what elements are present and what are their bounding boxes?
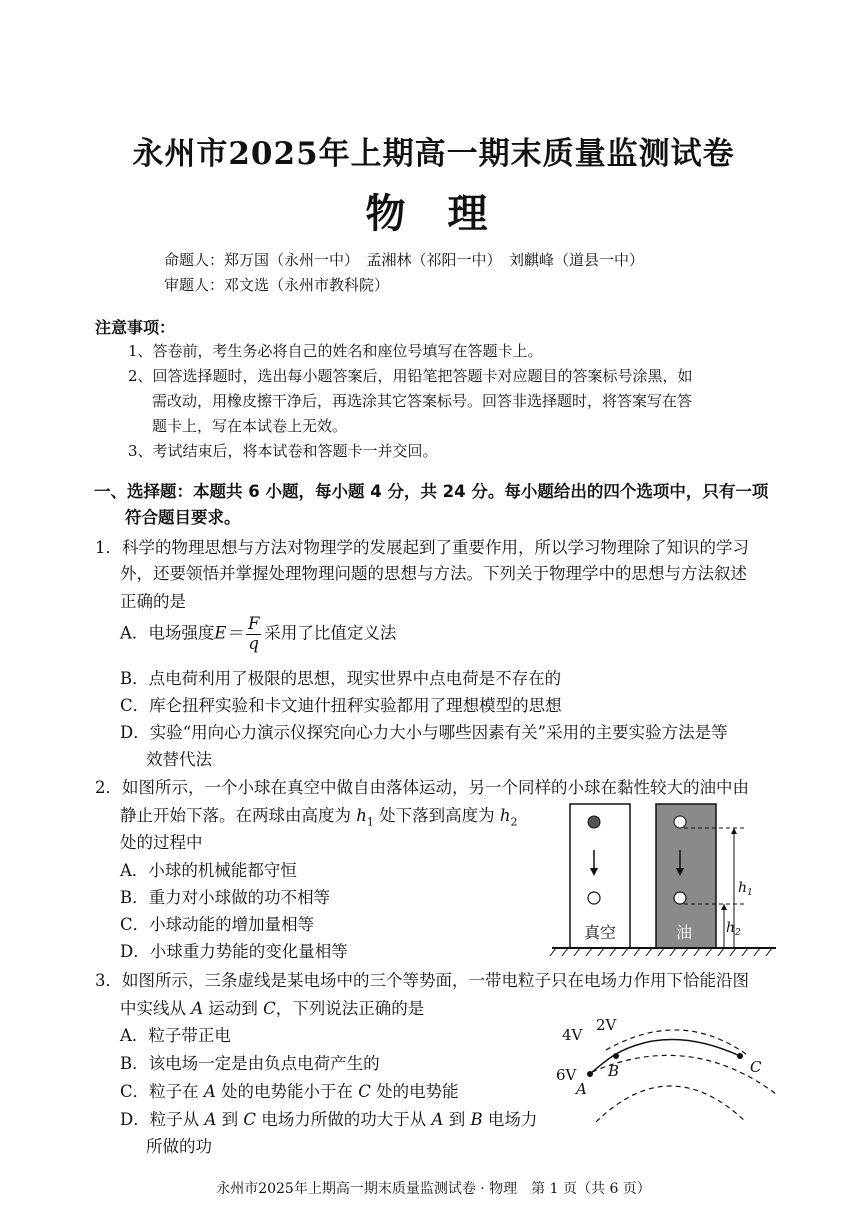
ground-hatching: [550, 948, 772, 956]
h2-label: [726, 920, 741, 938]
q1-stem-line2: 外，还要领悟并掌握处理物理问题的思想与方法。下列关于物理学中的思想与方法叙述: [120, 564, 747, 583]
q2-stem-line3: 处的过程中: [120, 833, 203, 852]
q3-option-c-a: A: [203, 1082, 216, 1101]
h1-label-letter: h: [738, 880, 748, 896]
q3-option-d: [120, 1106, 537, 1130]
q3-figure: [550, 1010, 782, 1130]
subject-title: 物 理: [365, 190, 502, 237]
oil-ball-top-icon: [674, 816, 686, 828]
q3-option-d-a: A: [204, 1110, 217, 1129]
q1-option-a: [120, 616, 396, 652]
equipotential-4v: [592, 1055, 776, 1094]
q3-option-d-m2: 电场力所做的功大于从: [256, 1110, 432, 1129]
q2-option-a: A．小球的机械能都守恒: [120, 861, 297, 880]
q3-stem-text: 中实线从: [120, 999, 192, 1018]
q1-option-d-cont: 效替代法: [146, 750, 212, 769]
label-c: C: [750, 1058, 762, 1076]
label-2v: 2V: [596, 1016, 617, 1034]
reviewer-line: 审题人：邓文选（永州市教科院）: [164, 276, 390, 294]
vacuum-ball-bottom-icon: [588, 892, 600, 904]
label-b: B: [608, 1062, 620, 1080]
vacuum-label: 真空: [584, 923, 617, 942]
q1-formula-fraction: [246, 616, 261, 652]
q2-stem-text-mid: 处下落到高度为: [373, 806, 500, 825]
q2-stem-line1: 2．如图所示，一个小球在真空中做自由落体运动，另一个同样的小球在黏性较大的油中由: [95, 778, 749, 797]
point-b-marker: [613, 1053, 619, 1059]
q3-option-a: A．粒子带正电: [120, 1026, 231, 1045]
oil-label: 油: [676, 923, 693, 942]
h1-label-sub: 1: [747, 888, 753, 898]
q2-figure: [548, 798, 780, 958]
q2-option-b: B．重力对小球做的功不相等: [120, 888, 331, 907]
q3-option-d-post: 电场力: [482, 1110, 538, 1129]
q3-option-b: B．该电场一定是由负点电荷产生的: [120, 1054, 380, 1073]
q1-formula-denominator: q: [248, 633, 259, 653]
q3-point-c: C: [263, 999, 276, 1018]
oil-ball-bottom-icon: [674, 892, 686, 904]
q1-formula-numerator: F: [247, 614, 260, 633]
q1-option-d: D．实验“用向心力演示仪探究向心力大小与哪些因素有关”采用的主要实验方法是等: [120, 723, 728, 742]
q1-option-b: B．点电荷利用了极限的思想，现实世界中点电荷是不存在的: [120, 669, 562, 688]
q3-stem-line2: [120, 995, 424, 1019]
q3-point-a: A: [191, 999, 204, 1018]
q2-option-c: C．小球动能的增加量相等: [120, 915, 315, 934]
h2-arrow-up-icon: [721, 904, 727, 910]
h2-label-sub: 2: [735, 928, 741, 938]
q2-h1-sub: 1: [366, 815, 374, 829]
q2-h1-symbol: h: [356, 806, 367, 825]
q1-option-c: C．库仑扭秤实验和卡文迪什扭秤实验都用了理想模型的思想: [120, 696, 562, 715]
q3-option-d-m1: 到: [216, 1110, 244, 1129]
q3-option-d-m3: 到: [443, 1110, 471, 1129]
point-c-marker: [737, 1053, 743, 1059]
q3-option-d-b: B: [470, 1110, 483, 1129]
authors-line: 命题人：郑万国（永州一中） 孟湘林（祁阳一中） 刘麒峰（道县一中）: [164, 251, 645, 269]
q2-option-d: D．小球重力势能的变化量相等: [120, 942, 348, 961]
h1-arrow-up-icon: [731, 828, 737, 834]
q3-option-d-pre: D．粒子从: [120, 1110, 205, 1129]
h2-label-letter: h: [726, 920, 736, 936]
q3-option-d-c: C: [243, 1110, 257, 1129]
q3-option-c-c: C: [358, 1082, 371, 1101]
vacuum-ball-top-icon: [588, 816, 600, 828]
q3-stem-text-post: ，下列说法正确的是: [275, 999, 425, 1018]
notice-item-3: 3、考试结束后，将本试卷和答题卡一并交回。: [128, 442, 438, 460]
notice-item-1: 1、答卷前，考生务必将自己的姓名和座位号填写在答题卡上。: [128, 342, 543, 360]
q1-stem-line1: 1．科学的物理思想与方法对物理学的发展起到了重要作用，所以学习物理除了知识的学习: [95, 538, 749, 557]
q1-option-a-prefix: A．电场强度: [120, 623, 215, 643]
q2-stem-line2: [120, 802, 518, 828]
q3-option-c-pre: C．粒子在: [120, 1082, 204, 1101]
label-a: A: [576, 1080, 587, 1098]
label-6v: 6V: [556, 1066, 577, 1084]
q3-option-c: [120, 1078, 459, 1102]
notice-item-2-cont: 需改动，用橡皮擦干净后，再选涂其它答案标号。回答非选择题时，将答案写在答: [152, 392, 693, 410]
label-4v: 4V: [562, 1026, 583, 1044]
q1-stem-line3: 正确的是: [120, 592, 186, 611]
h1-label: [738, 880, 753, 898]
q3-option-c-mid: 处的电势能小于在: [215, 1082, 359, 1101]
q2-h2-sub: 2: [510, 815, 518, 829]
q3-option-d-a2: A: [431, 1110, 444, 1129]
point-a-marker: [587, 1071, 593, 1077]
section-heading-cont: 符合题目要求。: [125, 508, 241, 527]
q1-formula-lhs: E＝: [214, 623, 243, 643]
q3-stem-line1: 3．如图所示，三条虚线是某电场中的三个等势面，一带电粒子只在电场力作用下恰能沿图: [95, 971, 749, 990]
exam-title: 永州市2025年上期高一期末质量监测试卷: [132, 136, 735, 172]
notice-item-2: 2、回答选择题时，选出每小题答案后，用铅笔把答题卡对应题目的答案标号涂黑，如: [128, 367, 693, 385]
equipotential-6v: [596, 1086, 746, 1122]
section-heading: 一、选择题：本题共 6 小题，每小题 4 分，共 24 分。每小题给出的四个选项中，只有一项: [94, 482, 769, 501]
q2-h2-symbol: h: [499, 806, 511, 825]
notice-heading: 注意事项：: [95, 318, 176, 337]
page-footer: 永州市2025年上期高一期末质量监测试卷 · 物理 第 1 页（共 6 页）: [216, 1181, 651, 1197]
q1-option-a-suffix: 采用了比值定义法: [264, 623, 397, 643]
q3-option-c-post: 处的电势能: [370, 1082, 459, 1101]
q3-stem-text-mid: 运动到: [203, 999, 264, 1018]
q2-stem-text: 静止开始下落。在两球由高度为: [120, 806, 357, 825]
q3-option-d-cont: 所做的功: [146, 1137, 212, 1156]
notice-item-2-cont2: 题卡上，写在本试卷上无效。: [152, 417, 348, 435]
